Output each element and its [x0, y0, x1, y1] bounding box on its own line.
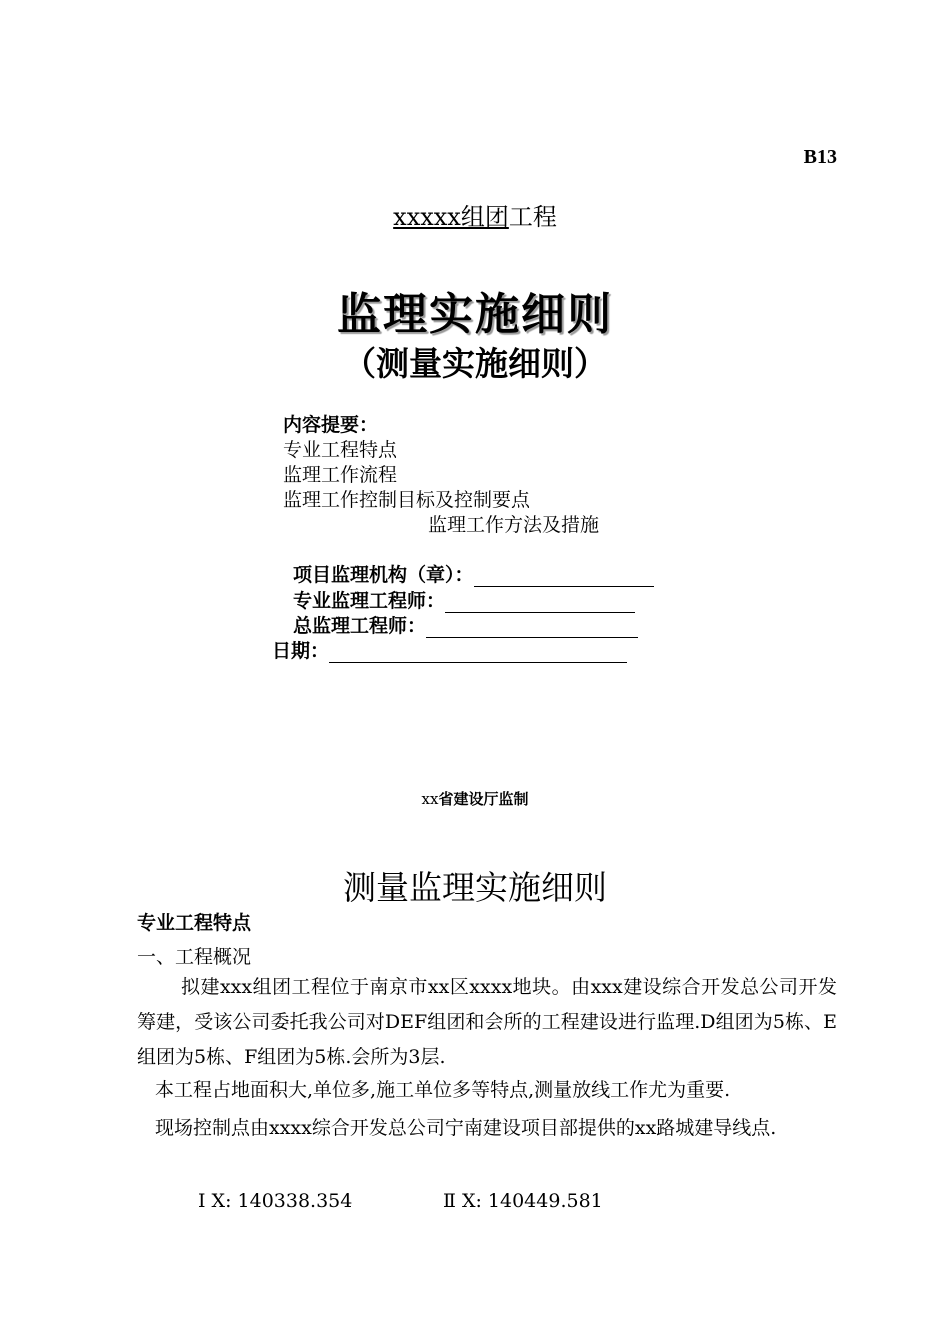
- issuer: [0, 788, 950, 809]
- paragraph: 本工程占地面积大,单位多,施工单位多等特点,测量放线工作尤为重要.: [155, 1079, 731, 1101]
- signature-chief: [293, 611, 638, 638]
- project-name-rest: 工程: [508, 203, 557, 231]
- issuer-text: 省建设厅监制: [438, 790, 529, 808]
- summary-item: 监理工作流程: [283, 464, 398, 486]
- coordinate-1: Ⅰ X: 140338.354: [198, 1190, 353, 1212]
- signature-chief-label: 总监理工程师：: [293, 615, 427, 637]
- signature-specialist: [293, 586, 635, 613]
- paragraph: 现场控制点由xxxx综合开发总公司宁南建设项目部提供的xx路城建导线点.: [155, 1117, 777, 1139]
- project-name: [0, 197, 950, 232]
- summary-item: 监理工作控制目标及控制要点: [283, 489, 531, 511]
- summary-heading: 内容提要：: [283, 414, 379, 436]
- signature-specialist-label: 专业监理工程师：: [293, 590, 446, 612]
- body-heading: 测量监理实施细则: [343, 868, 607, 907]
- coordinate-2: Ⅱ X: 140449.581: [443, 1190, 603, 1212]
- signature-org: [293, 560, 654, 587]
- signature-date-label: 日期：: [272, 640, 330, 662]
- document-code: B13: [803, 146, 837, 168]
- summary-item: 监理工作方法及措施: [428, 514, 600, 536]
- signature-org-label: 项目监理机构（章）：: [293, 564, 474, 586]
- section-heading: 专业工程特点: [137, 912, 252, 934]
- subsection-heading: 一、工程概况: [137, 946, 252, 968]
- signature-org-line: [474, 568, 654, 587]
- main-title: 监理实施细则: [337, 289, 613, 340]
- issuer-prefix: xx: [421, 790, 439, 808]
- signature-date-line: [329, 644, 627, 663]
- paragraph: 拟建xxx组团工程位于南京市xx区xxxx地块。由xxx建设综合开发总公司开发筹建，受该公司委托我公司对DEF组团和会所的工程建设进行监理.D组团为5栋、E组团为5栋、F组团为5栋.会所为3层.: [137, 976, 837, 1068]
- sub-title: （测量实施细则）: [343, 344, 607, 383]
- project-name-underlined: xxxxx组团: [393, 203, 509, 231]
- summary-item: 专业工程特点: [283, 439, 398, 461]
- signature-date: [272, 636, 627, 663]
